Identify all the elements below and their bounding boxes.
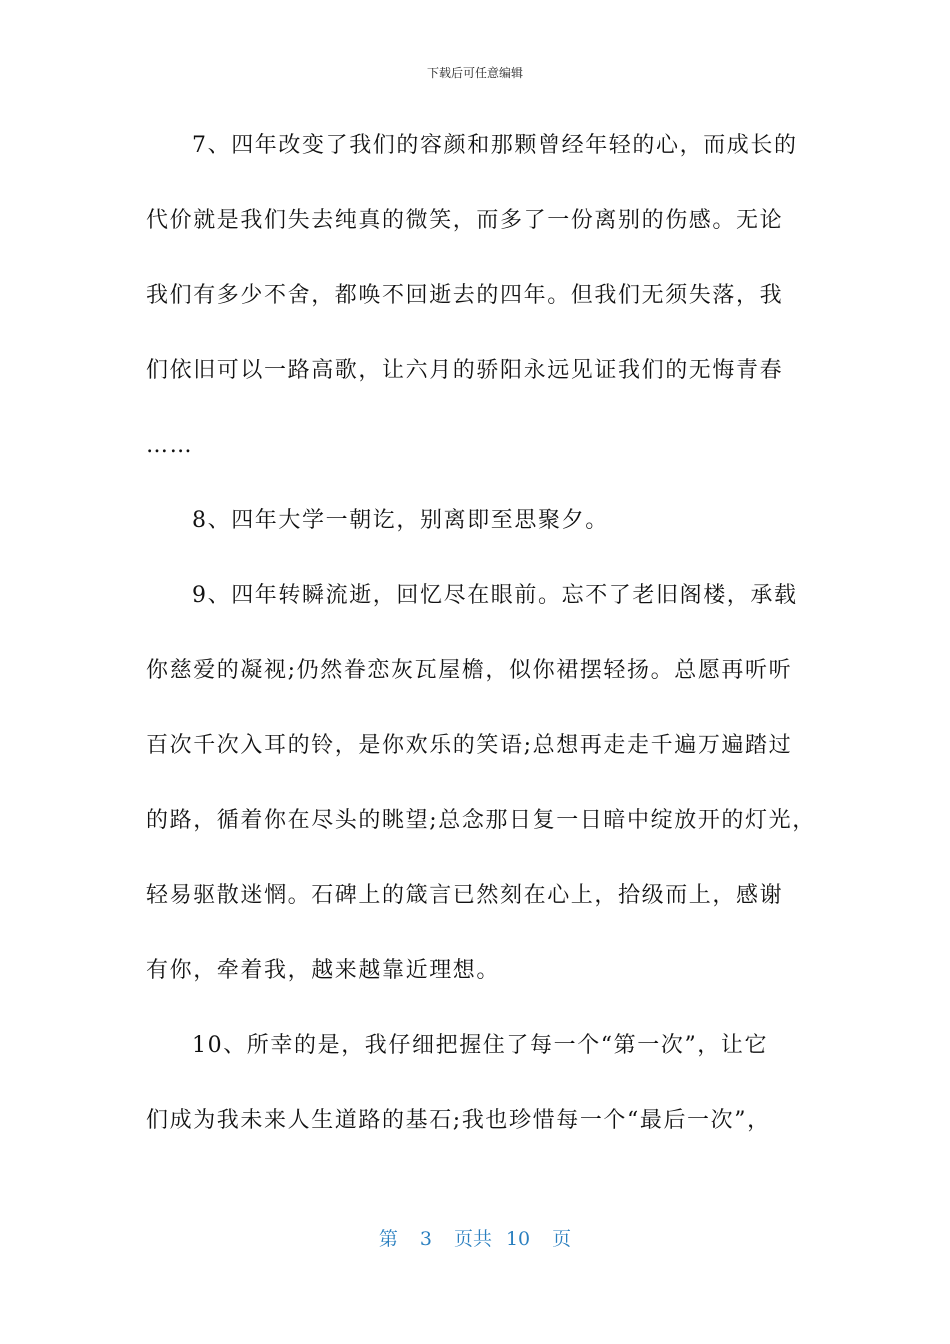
paragraph-10-line-2: 们成为我未来人生道路的基石;我也珍惜每一个“最后一次”， (146, 1108, 771, 1133)
page-footer (0, 1224, 950, 1251)
paragraph-9-line-1: 9、四年转瞬流逝，回忆尽在眼前。忘不了老旧阁楼，承载 (192, 583, 798, 608)
paragraph-7-line-3: 我们有多少不舍，都唤不回逝去的四年。但我们无须失落，我 (146, 283, 784, 308)
paragraph-7-line-5: …… (146, 433, 194, 458)
paragraph-10-line-1: 10、所幸的是，我仔细把握住了每一个“第一次”，让它 (192, 1033, 769, 1058)
paragraph-9-line-4: 的路，循着你在尽头的眺望;总念那日复一日暗中绽放开的灯光， (146, 808, 816, 833)
footer-ye-gong: 页共 (453, 1228, 492, 1250)
paragraph-9-line-2: 你慈爱的凝视;仍然眷恋灰瓦屋檐，似你裙摆轻扬。总愿再听听 (146, 658, 793, 683)
paragraph-9-line-3: 百次千次入耳的铃，是你欢乐的笑语;总想再走走千遍万遍踏过 (146, 733, 793, 758)
paragraph-8-line-1: 8、四年大学一朝讫，别离即至思聚夕。 (192, 508, 609, 533)
paragraph-9-line-6: 有你，牵着我，越来越靠近理想。 (146, 958, 501, 983)
document-body (146, 128, 816, 1178)
paragraph-7-line-1: 7、四年改变了我们的容颜和那颗曾经年轻的心，而成长的 (192, 133, 798, 158)
footer-page-number: 3 (419, 1228, 432, 1250)
paragraph-9-line-5: 轻易驱散迷惘。石碑上的箴言已然刻在心上，拾级而上，感谢 (146, 883, 784, 908)
footer-total-pages: 10 (505, 1228, 531, 1250)
footer-ye: 页 (552, 1228, 572, 1250)
footer-di: 第 (378, 1228, 398, 1250)
paragraph-7-line-4: 们依旧可以一路高歌，让六月的骄阳永远见证我们的无悔青春 (146, 358, 784, 383)
page-header: 下载后可任意编辑 (426, 66, 523, 80)
paragraph-7-line-2: 代价就是我们失去纯真的微笑，而多了一份离别的伤感。无论 (146, 208, 784, 233)
